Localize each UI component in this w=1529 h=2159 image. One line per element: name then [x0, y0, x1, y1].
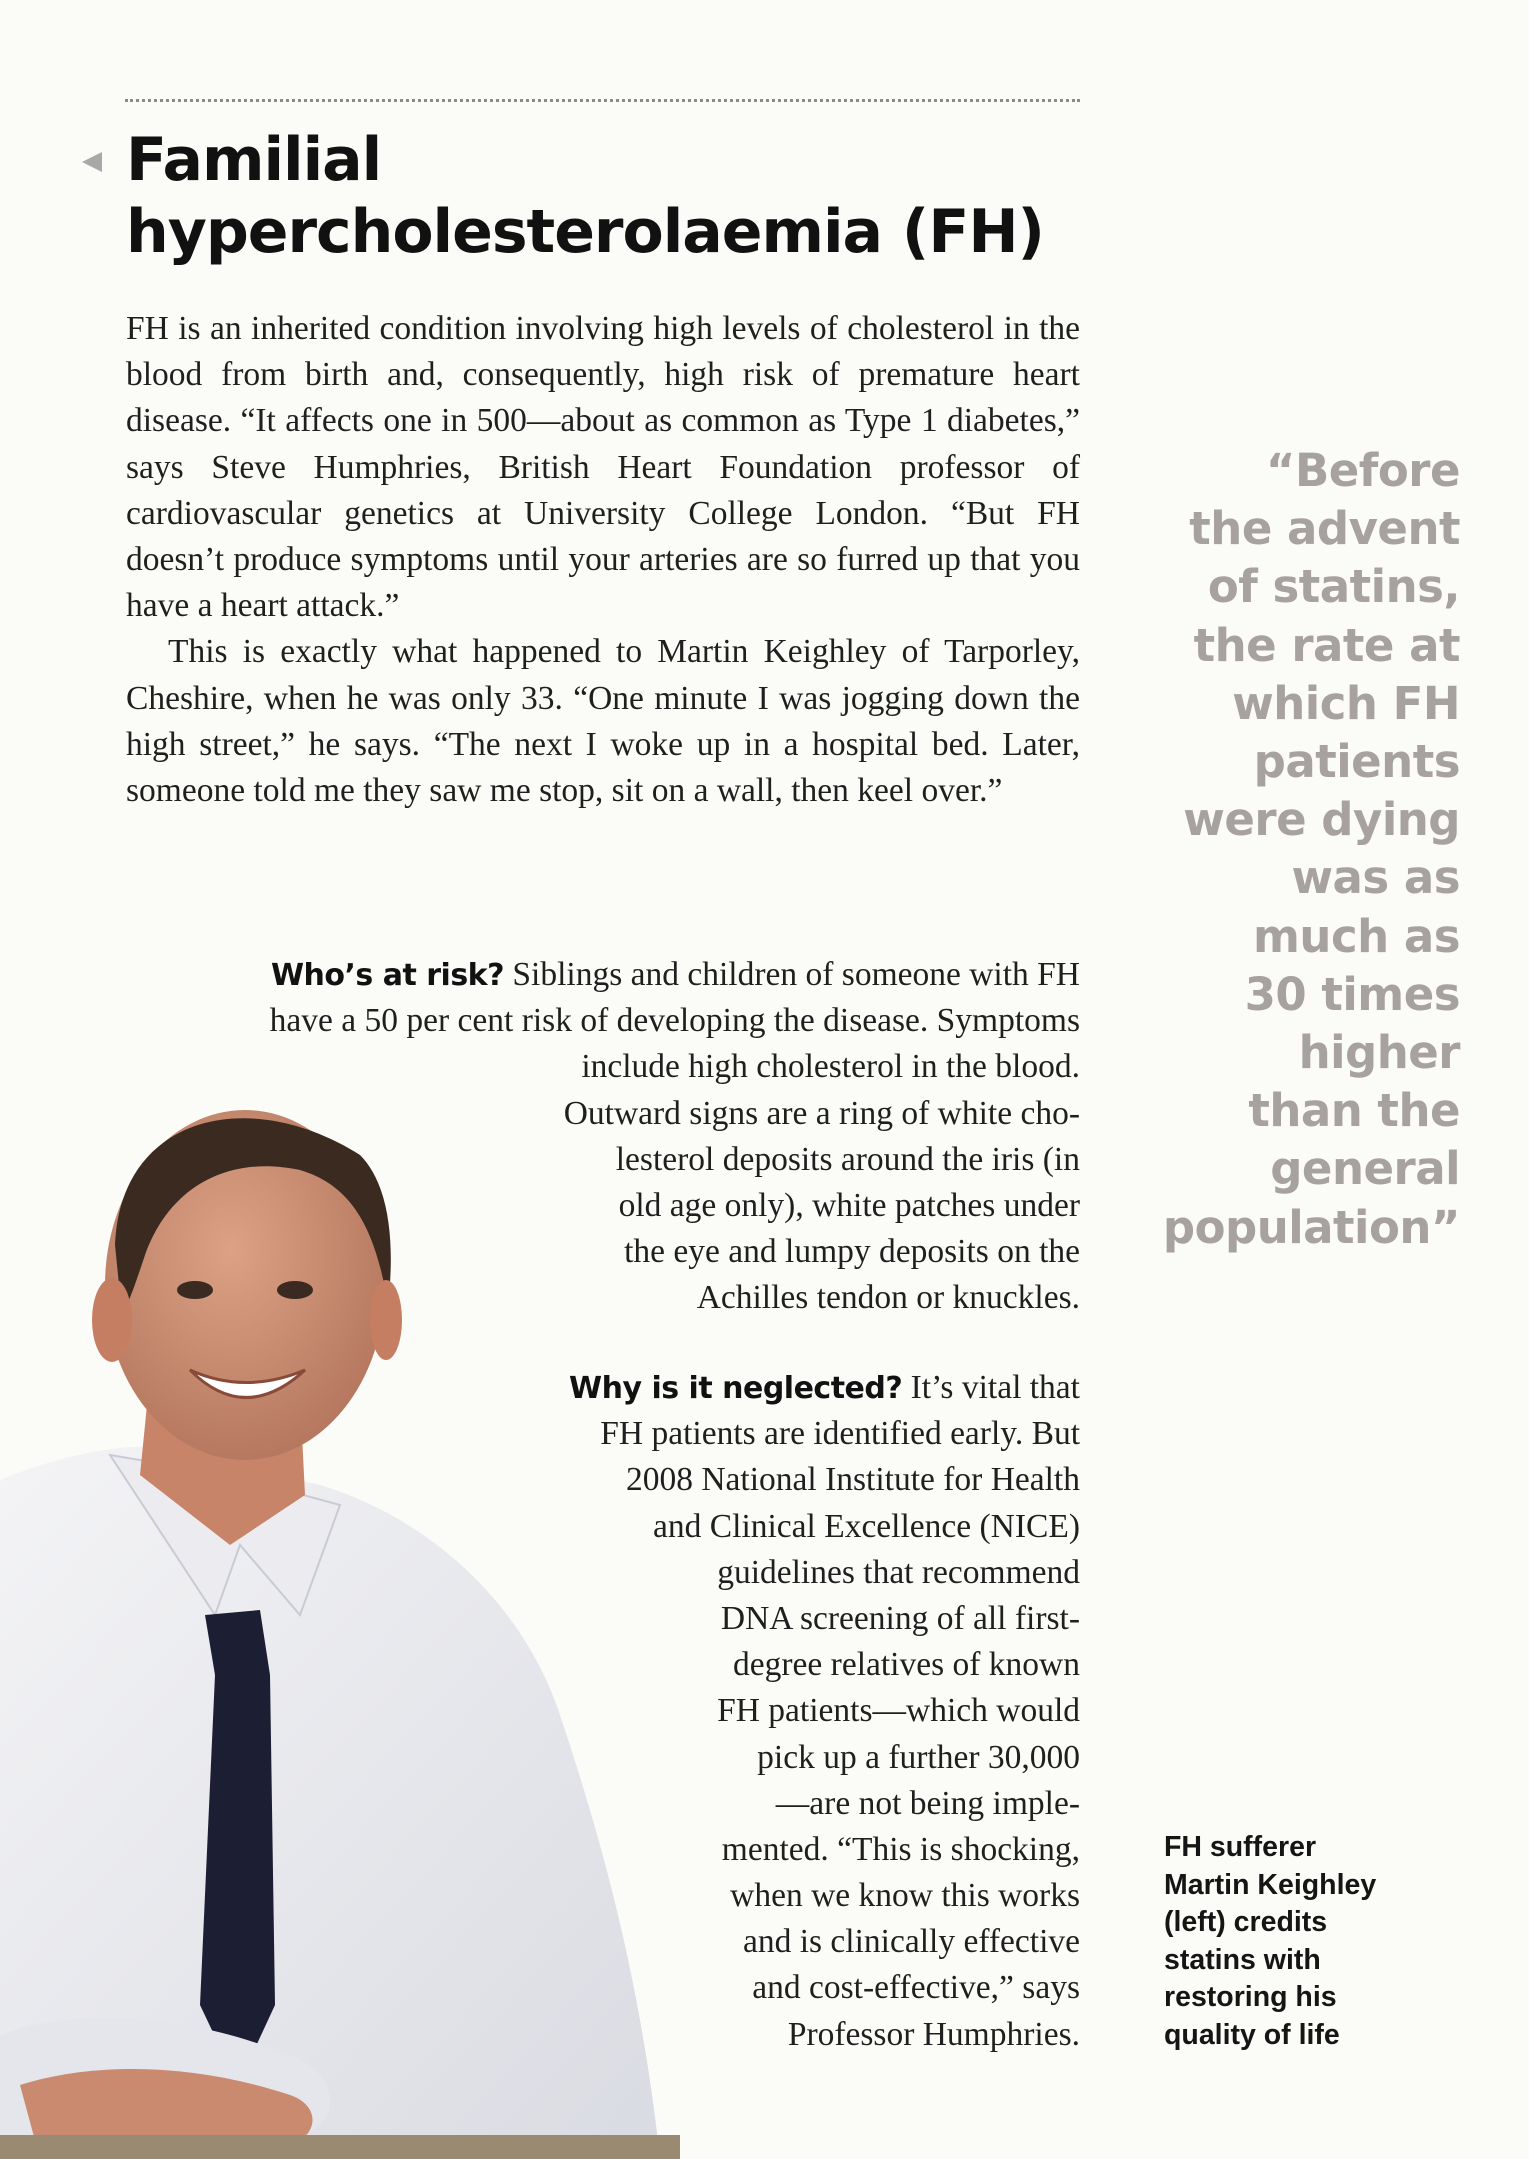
- neglect-line: guidelines that recommend: [717, 1553, 1080, 1591]
- pull-quote-line: the advent: [1189, 502, 1460, 556]
- risk-line: lesterol deposits around the iris (in: [615, 1140, 1080, 1178]
- neglect-line: —are not being imple-: [775, 1784, 1080, 1822]
- risk-line: Achilles tendon or knuckles.: [696, 1279, 1080, 1317]
- caption-line: restoring his: [1164, 1981, 1337, 2013]
- pull-quote-line: general: [1270, 1142, 1460, 1196]
- neglect-line: 2008 National Institute for Health: [625, 1461, 1080, 1499]
- pull-quote-line: were dying: [1183, 793, 1460, 847]
- pull-quote-line: patients: [1253, 735, 1460, 789]
- pull-quote-line: much as: [1253, 909, 1460, 963]
- neglect-line: degree relatives of known: [733, 1646, 1080, 1684]
- caption-line: quality of life: [1164, 2018, 1340, 2051]
- neglect-line: and is clinically effective: [742, 1923, 1080, 1961]
- risk-line: have a 50 per cent risk of developing the disease. Symptoms: [269, 1002, 1080, 1040]
- pull-quote: [1130, 442, 1460, 1257]
- caption-line: (left) credits: [1164, 1906, 1328, 1938]
- risk-line: Outward signs are a ring of white cho-: [563, 1094, 1080, 1132]
- neglect-line-text: It’s vital that: [902, 1369, 1080, 1406]
- neglect-line: pick up a further 30,000: [757, 1738, 1080, 1776]
- section-divider: [125, 99, 1080, 102]
- pull-quote-line: population”: [1162, 1200, 1460, 1254]
- risk-line: old age only), white patches under: [618, 1186, 1080, 1224]
- risk-line: [126, 952, 1080, 998]
- neglect-line: mented. “This is shocking,: [721, 1830, 1080, 1868]
- risk-line-text: Siblings and children of someone with FH: [504, 956, 1080, 993]
- pull-quote-line: 30 times: [1244, 967, 1460, 1021]
- pull-quote-line: the rate at: [1193, 618, 1460, 672]
- intro-paragraph: FH is an inherited condition involving high levels of cholesterol in the blood from birth and, consequently, high risk of premature heart disease. “It affects one in 500—about as common as Type 1 diabetes,” says Steve Humphries, British Heart Foundation professor of cardiovascular genetics at University College London. “But FH doesn’t produce symptoms until your arteries are so furred up that you have a heart attack.”: [126, 310, 1080, 625]
- neglect-line: when we know this works: [730, 1877, 1080, 1915]
- photo-caption: [1164, 1829, 1494, 2054]
- headline-line-1: Familial: [126, 125, 382, 195]
- neglect-line: FH patients are identified early. But: [600, 1415, 1080, 1453]
- pull-quote-line: which FH: [1232, 676, 1460, 730]
- neglect-line: and Clinical Excellence (NICE): [653, 1507, 1080, 1545]
- neglect-line: and cost-effective,” says: [752, 1969, 1080, 2007]
- caption-line: FH sufferer: [1164, 1831, 1317, 1863]
- section-marker-icon: [82, 152, 102, 172]
- risk-line: the eye and lumpy deposits on the: [624, 1233, 1080, 1271]
- pull-quote-line: “Before: [1265, 444, 1460, 497]
- pull-quote-line: of statins,: [1207, 560, 1460, 614]
- pull-quote-line: than the: [1248, 1084, 1460, 1138]
- caption-line: Martin Keighley: [1164, 1868, 1377, 1901]
- risk-section: [126, 952, 1080, 1322]
- headline-line-2: hypercholesterolaemia (FH): [126, 197, 1044, 267]
- pull-quote-line: higher: [1298, 1026, 1460, 1080]
- article-headline: [126, 124, 1106, 268]
- neglect-line: DNA screening of all first-: [720, 1599, 1080, 1637]
- neglect-section: [126, 1365, 1080, 2058]
- caption-line: statins with: [1164, 1943, 1321, 1976]
- risk-line: include high cholesterol in the blood.: [581, 1048, 1080, 1086]
- neglect-line: Professor Humphries.: [787, 2015, 1080, 2053]
- story-paragraph: This is exactly what happened to Martin Keighley of Tarporley, Cheshire, when he was only 33. “One minute I was jogging down the high street,” he says. “The next I woke up in a hospital bed. Later, someone told me they saw me stop, sit on a wall, then keel over.”: [126, 633, 1080, 810]
- article-body: [126, 306, 1080, 814]
- neglect-line: [126, 1365, 1080, 1411]
- risk-heading: Who’s at risk?: [270, 958, 505, 993]
- neglect-heading: Why is it neglected?: [569, 1371, 903, 1406]
- neglect-line: FH patients—which would: [717, 1692, 1080, 1730]
- pull-quote-line: was as: [1291, 851, 1460, 905]
